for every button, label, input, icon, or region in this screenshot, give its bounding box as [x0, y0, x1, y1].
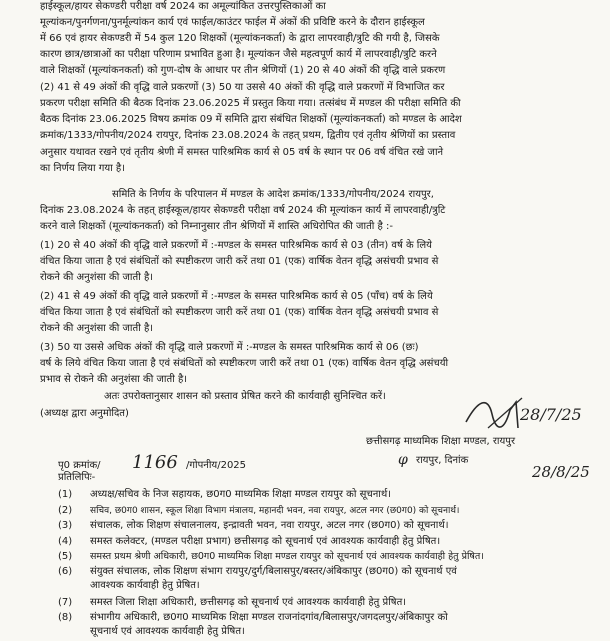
- recipient-number: (8): [58, 612, 73, 623]
- body-line-7: प्रकरण परीक्षा समिति की बैठक दिनांक 23.06.2025 में प्रस्तुत किया गया। तत्संबंध में मण्डल की परीक्षा समिति की: [40, 98, 461, 109]
- recipient-text: सचिव, छ0ग0 शासन, स्कूल शिक्षा विभाग मंत्रालय, महानदी भवन, नवा रायपुर, अटल नगर (छ0ग0) को सूचनार्थ।: [90, 506, 460, 516]
- category-3-line-1: (3) 50 या उससे अधिक अंकों की वृद्धि वाले प्रकरणों में :-मण्डल के समस्त पारिश्रमिक कार्य से 06 (छः): [40, 342, 419, 353]
- body-line-14: करने वाले शिक्षकों (मूल्यांकनकर्ता) को निम्नानुसार तीन श्रेणियों में शास्ति अधिरोपित की जाती है :-: [40, 221, 394, 232]
- category-3-line-2: वर्ष के लिये वंचित किया जाता है एवं संबंधितों को स्पष्टीकरण जारी करें तथा 01 (एक) वार्षिक वेतन वृद्धि असंचयी: [40, 358, 449, 369]
- recipient-number: (7): [58, 597, 73, 608]
- category-2-line-3: रोकने की अनुशंसा की जाती है।: [40, 323, 154, 334]
- body-line-3: में 66 एवं हायर सेकण्डरी में 54 कुल 120 शिक्षकों (मूल्यांकनकर्ता) के द्वारा लापरवाही/त्रुटि की गयी है, जिसके: [40, 33, 440, 44]
- ref-suffix: /गोपनीय/2025: [186, 460, 247, 471]
- recipient-text: संचालक, लोक शिक्षण संचालनालय, इन्द्रावती भवन, नवा रायपुर, अटल नगर (छ0ग0) को सूचनार्थ।: [90, 520, 449, 531]
- recipient-text: संयुक्त संचालक, लोक शिक्षण संभाग रायपुर/दुर्ग/बिलासपुर/बस्तर/अंबिकापुर (छ0ग0) को सूचनार्थ एवं: [90, 566, 457, 577]
- category-1-line-1: (1) 20 से 40 अंकों की वृद्धि वाले प्रकरणों में :-मण्डल के समस्त पारिश्रमिक कार्य से 03 (तीन) वर्ष के लिये: [40, 240, 432, 251]
- ref-number-handwritten: 1166: [132, 452, 178, 473]
- category-2-line-1: (2) 41 से 49 अंकों की वृद्धि वाले प्रकरणों में :-मण्डल के समस्त पारिश्रमिक कार्य से 05 (पाँच) वर्ष के लिये: [40, 291, 433, 302]
- recipient-text-cont: सूचनार्थ एवं आवश्यक कार्यवाही हेतु प्रेषित।: [90, 626, 245, 637]
- recipient-number: (1): [58, 489, 73, 500]
- approval-note: (अध्यक्ष द्वारा अनुमोदित): [40, 408, 129, 419]
- handwritten-date: 28/8/25: [532, 463, 590, 481]
- copy-label: प्रतिलिपिः-: [58, 472, 96, 483]
- ref-prefix: पृ0 क्रमांक/: [58, 460, 101, 471]
- office-name: छत्तीसगढ़ माध्यमिक शिक्षा मण्डल, रायपुर: [366, 436, 516, 447]
- body-line-4: कारण छात्र/छात्राओं का परीक्षा परिणाम प्रभावित हुआ है। मूल्यांकन जैसे महत्वपूर्ण कार्य में लापरवाही/त्रुटि करने: [40, 49, 437, 60]
- body-line-6: (2) 41 से 49 अंकों की वृद्धि वाले प्रकरणों (3) 50 या उससे 40 अंकों की वृद्धि वाले प्रकरणों में विभाजित कर: [40, 82, 445, 93]
- body-line-9: क्रमांक/1333/गोपनीय/2024 रायपुर, दिनांक 23.08.2024 के तहत् प्रथम, द्वितीय एवं तृतीय श्रेणियों का प्रस्ताव: [40, 130, 456, 141]
- place-date-label: रायपुर, दिनांक: [416, 455, 469, 466]
- body-line-5: वाले शिक्षकों (मूल्यांकनकर्ता) को गुण-दोष के आधार पर तीन श्रेणियों (1) 20 से 40 अंकों की वृद्धि वाले प्रकरण: [40, 65, 446, 76]
- category-2-line-2: वंचित किया जाता है एवं संबंधितों को स्पष्टीकरण जारी करें तथा 01 (एक) वार्षिक वेतन वृद्धि असंचयी प्रभाव से: [40, 307, 439, 318]
- recipient-text: समस्त जिला शिक्षा अधिकारी, छत्तीसगढ़ को सूचनार्थ एवं आवश्यक कार्यवाही हेतु प्रेषित।: [90, 597, 407, 608]
- body-line-12: समिति के निर्णय के परिपालन में मण्डल के आदेश क्रमांक/1333/गोपनीय/2024 रायपुर,: [112, 189, 434, 200]
- closing-line: अतः उपरोक्तानुसार शासन को प्रस्ताव प्रेषित करने की कार्यवाही सुनिश्चित करें।: [104, 391, 386, 402]
- body-line-10: अनुसार यथावत रखने एवं तृतीय श्रेणी में समस्त पारिश्रमिक कार्य से 05 वर्ष के स्थान पर 06 वर्ष वंचित रखे जाने: [40, 147, 444, 158]
- body-line-8: बैठक दिनांक 23.06.2025 विषय क्रमांक 09 में समिति द्वारा संबंधित शिक्षकों (मूल्यांकनकर्ता) को मण्डल के आदेश: [40, 114, 462, 125]
- recipient-text-cont: आवश्यक कार्यवाही हेतु प्रेषित।: [90, 580, 200, 591]
- category-1-line-2: वंचित किया जाता है एवं संबंधितों को स्पष्टीकरण जारी करें तथा 01 (एक) वार्षिक वेतन वृद्धि असंचयी प्रभाव से: [40, 256, 439, 267]
- recipient-number: (2): [58, 505, 73, 516]
- recipient-number: (6): [58, 566, 73, 577]
- recipient-text: समस्त प्रथम श्रेणी अधिकारी, छ0ग0 माध्यमिक शिक्षा मण्डल रायपुर को सूचनार्थ एवं आवश्यक कार्यवाही हेतु प्रेषित।: [90, 551, 484, 562]
- recipient-text: संभागीय अधिकारी, छ0ग0 माध्यमिक शिक्षा मण्डल राजनांदगांव/बिलासपुर/जगदलपुर/अंबिकापुर को: [90, 612, 448, 623]
- recipient-number: (4): [58, 536, 73, 547]
- recipient-number: (3): [58, 520, 73, 531]
- recipient-text: अध्यक्ष/सचिव के निज सहायक, छ0ग0 माध्यमिक शिक्षा मण्डल रायपुर को सूचनार्थ।: [90, 489, 392, 500]
- recipient-text: समस्त कलेक्टर, (मण्डल परीक्षा प्रभाग) छत्तीसगढ़ को सूचनार्थ एवं आवश्यक कार्यवाही हेतु प्रेषित।: [90, 536, 441, 547]
- body-line-11: का निर्णय लिया गया है।: [40, 163, 126, 174]
- category-1-line-3: रोकने की अनुशंसा की जाती है।: [40, 272, 154, 283]
- signature-date: 28/7/25: [520, 405, 582, 424]
- body-line-1: हाईस्कूल/हायर सेकण्डरी परीक्षा वर्ष 2024 का अमूल्यांकित उत्तरपुस्तिकाओं का: [40, 1, 326, 12]
- body-line-2: मूल्यांकन/पुनर्गणना/पुनर्मूल्यांकन कार्य एवं फाईल/काउंटर फाईल में अंकों की प्रविष्टि करने के दौरान हाईस्कूल: [40, 17, 425, 28]
- category-3-line-3: प्रभाव से रोकने की अनुशंसा की जाती है।: [40, 374, 188, 385]
- body-line-13: दिनांक 23.08.2024 के तहत् हाईस्कूल/हायर सेकण्डरी परीक्षा वर्ष 2024 की मूल्यांकन कार्य में लापरवाही/त्रुटि: [40, 205, 446, 216]
- recipient-number: (5): [58, 551, 73, 562]
- signature-flourish: φ: [398, 452, 408, 468]
